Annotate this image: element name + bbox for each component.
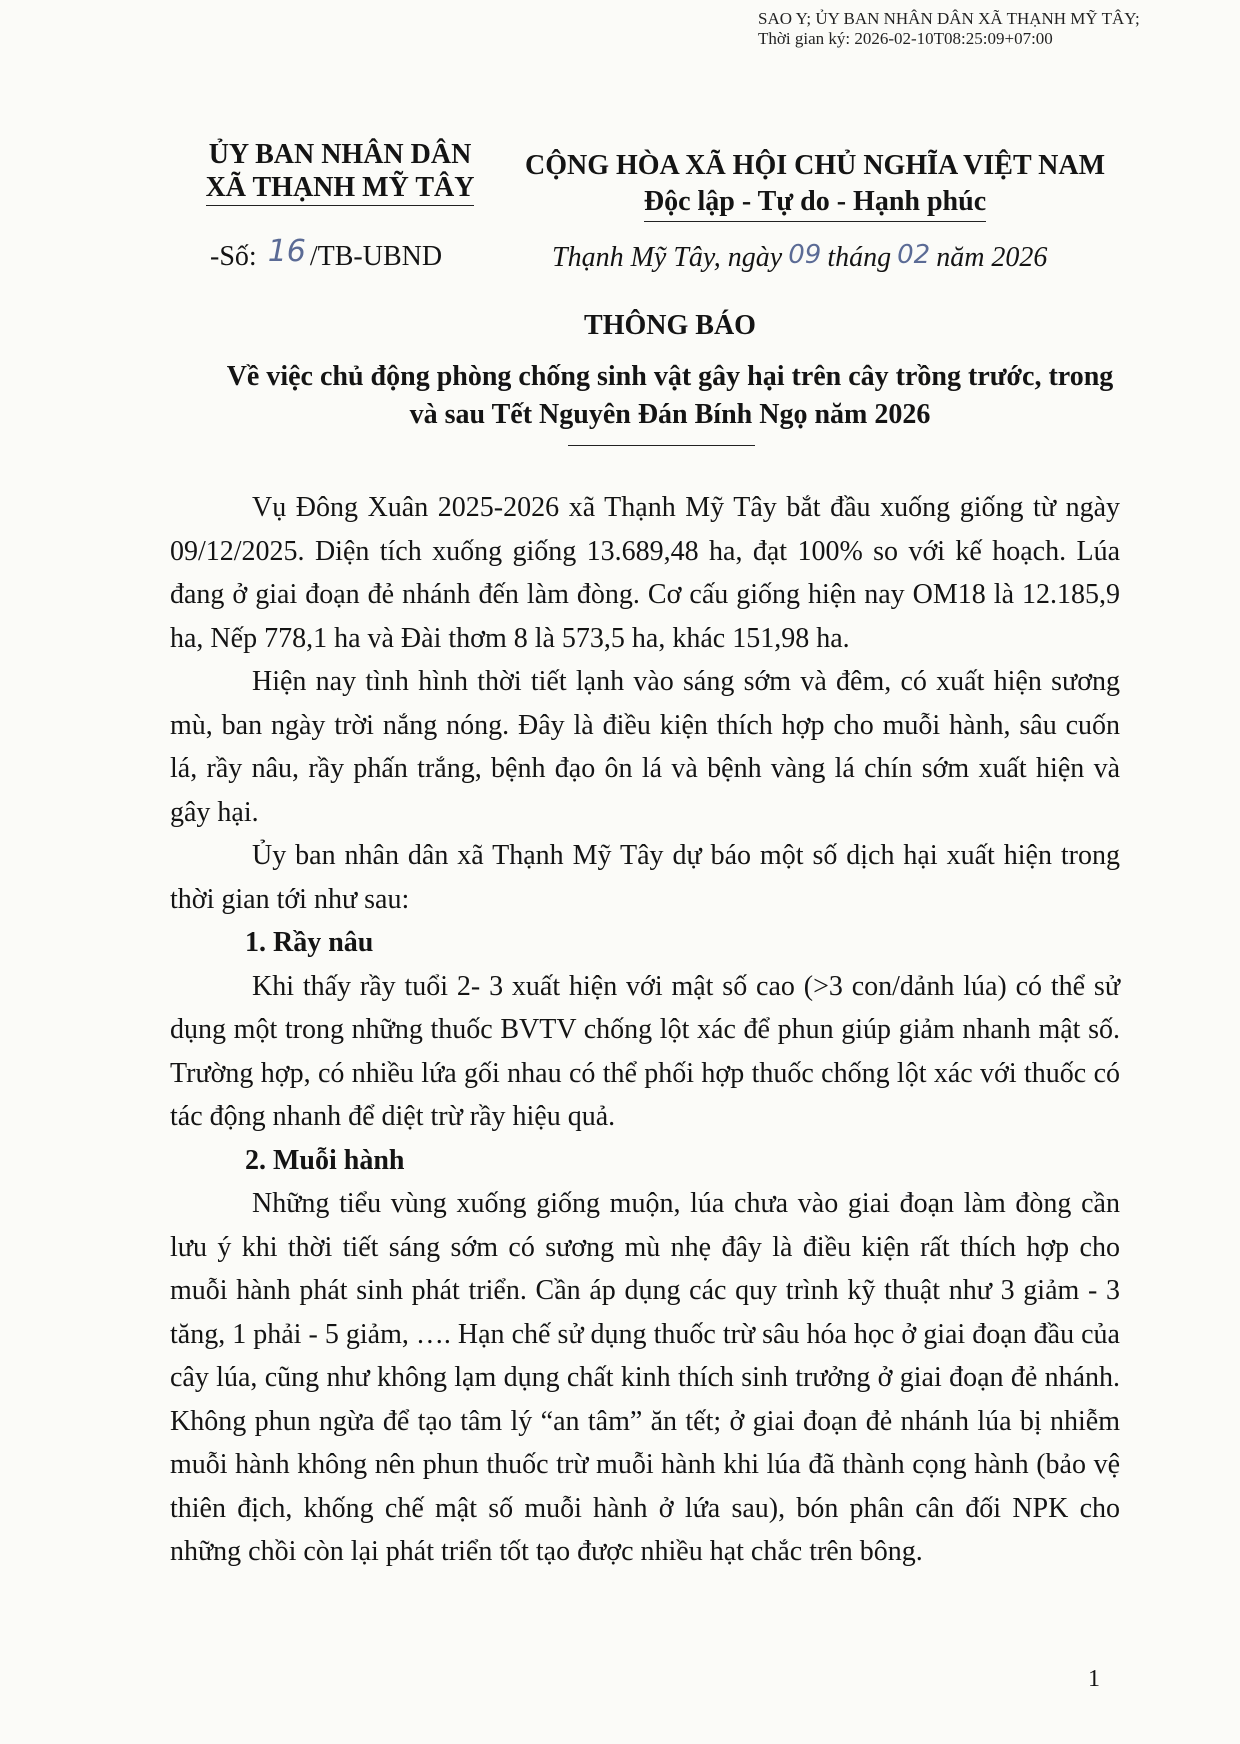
dateline-month-handwritten: 02 (897, 240, 931, 270)
dateline-year: năm 2026 (936, 242, 1048, 273)
issuer-header (190, 138, 490, 206)
dateline (552, 242, 1047, 274)
stamp-line-2: Thời gian ký: 2026-02-10T08:25:09+07:00 (758, 29, 1053, 48)
page-number: 1 (1088, 1666, 1100, 1692)
subtitle-line-1: Về việc chủ động phòng chống sinh vật gây hại trên cây trồng trước, trong (226, 361, 1114, 392)
doc-number-prefix: -Số: (210, 241, 257, 272)
subtitle-line-2: và sau Tết Nguyên Đán Bính Ngọ năm 2026 (409, 399, 931, 430)
paragraph-crop-status: Vụ Đông Xuân 2025-2026 xã Thạnh Mỹ Tây bắt đầu xuống giống từ ngày 09/12/2025. Diện tích xuống giống 13.689,48 ha, đạt 100% so với kế hoạch. Lúa đang ở giai đoạn đẻ nhánh đến làm đòng. Cơ cấu giống hiện nay OM18 là 12.185,9 ha, Nếp 778,1 ha và Đài thơm 8 là 573,5 ha, khác 151,98 ha. (170, 492, 1120, 654)
issuer-line-2: XÃ THẠNH MỸ TÂY (206, 171, 475, 206)
document-number (210, 234, 443, 273)
national-header (505, 148, 1125, 222)
dateline-place: Thạnh Mỹ Tây, ngày (552, 242, 783, 273)
issuer-line-1: ỦY BAN NHÂN DÂN (208, 139, 472, 170)
national-motto-line-2: Độc lập - Tự do - Hạnh phúc (644, 184, 986, 222)
doc-number-handwritten: 16 (267, 234, 306, 269)
section-heading-muoi-hanh: 2. Muỗi hành (245, 1144, 405, 1176)
national-motto-line-1: CỘNG HÒA XÃ HỘI CHỦ NGHĨA VIỆT NAM (524, 150, 1106, 181)
document-subtitle (170, 358, 1170, 434)
stamp-line-1: SAO Y; ỦY BAN NHÂN DÂN XÃ THẠNH MỸ TÂY; (758, 9, 1140, 28)
document-body (170, 486, 1120, 1574)
paragraph-weather: Hiện nay tình hình thời tiết lạnh vào sáng sớm và đêm, có xuất hiện sương mù, ban ngày trời nắng nóng. Đây là điều kiện thích hợp cho muỗi hành, sâu cuốn lá, rầy nâu, rầy phấn trắng, bệnh đạo ôn lá và bệnh vàng lá chín sớm xuất hiện và gây hại. (170, 666, 1120, 828)
title-divider (568, 445, 755, 446)
document-title: THÔNG BÁO (584, 310, 756, 341)
paragraph-ray-nau: Khi thấy rầy tuổi 2- 3 xuất hiện với mật số cao (>3 con/dảnh lúa) có thể sử dụng một trong những thuốc BVTV chống lột xác để phun giúp giảm nhanh mật số. Trường hợp, có nhiều lứa gối nhau có thể phối hợp thuốc chống lột xác với thuốc có tác động nhanh để diệt trừ rầy hiệu quả. (170, 970, 1120, 1132)
dateline-month-label: tháng (827, 242, 892, 273)
doc-number-suffix: /TB-UBND (309, 241, 443, 272)
digital-signature-stamp (758, 9, 1228, 49)
paragraph-muoi-hanh: Những tiểu vùng xuống giống muộn, lúa chưa vào giai đoạn làm đòng cần lưu ý khi thời tiết sáng sớm có sương mù nhẹ đây là điều kiện rất thích hợp cho muỗi hành phát sinh phát triển. Cần áp dụng các quy trình kỹ thuật như 3 giảm - 3 tăng, 1 phải - 5 giảm, …. Hạn chế sử dụng thuốc trừ sâu hóa học ở giai đoạn đầu của cây lúa, cũng như không lạm dụng chất kinh thích sinh trưởng ở giai đoạn đẻ nhánh. Không phun ngừa để tạo tâm lý “an tâm” ăn tết; ở giai đoạn đẻ nhánh lúa bị nhiễm muỗi hành không nên phun thuốc trừ muỗi hành khi lúa đã thành cọng hành (bảo vệ thiên địch, khống chế mật số muỗi hành ở lứa sau), bón phân cân đối NPK cho những chồi còn lại phát triển tốt tạo được nhiều hạt chắc trên bông. (170, 1188, 1120, 1567)
paragraph-forecast: Ủy ban nhân dân xã Thạnh Mỹ Tây dự báo một số dịch hại xuất hiện trong thời gian tới như sau: (170, 840, 1120, 915)
section-heading-ray-nau: 1. Rầy nâu (245, 927, 374, 958)
dateline-day-handwritten: 09 (788, 240, 822, 270)
